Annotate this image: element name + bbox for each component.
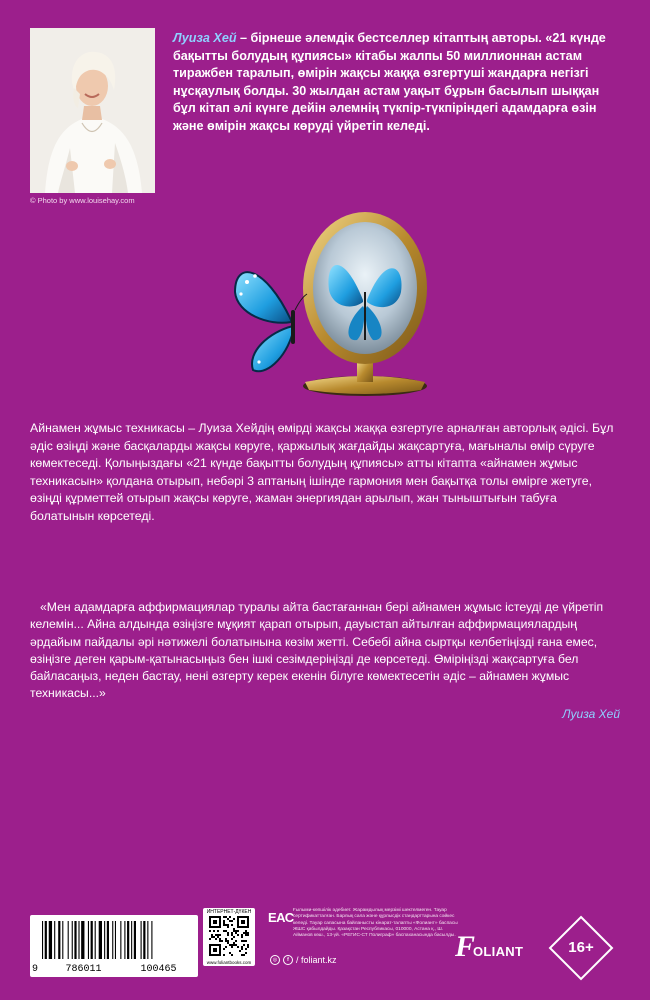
qr-module [231,946,233,948]
qr-code-icon [209,916,249,956]
qr-module [231,954,233,956]
qr-module [217,930,219,932]
barcode-bar [124,921,125,959]
qr-module [241,954,243,956]
qr-module [223,924,225,926]
barcode-bar [115,921,116,959]
photo-credit: © Photo by www.louisehay.com [30,196,135,205]
qr-module [215,938,217,940]
barcode-bar [62,921,63,959]
author-photo [30,28,155,193]
qr-module [233,918,235,920]
qr-module [241,940,243,942]
barcode-digit-lead: 9 [32,964,39,975]
barcode-bar [78,921,79,959]
legal-info: Ғылыми-көпшілік әдебиет. Жарамдылық мерзімі шектелмеген. Тауар сертификатталған. Барлық сала және құрлысдік стандарттарына сәйкес келеді. Тауар сапасына байланысты кінарат-талапты «Фолиант» баспасы ЖШС қабылдайды. Қазақстан Республикасы, 010000, Астана қ., Ш. Айманов көш., 13-үй. «РЕГИС-СТ Полиграф» баспаханасында басылды. [293,908,458,939]
barcode-bar [134,921,136,959]
qr-module [247,932,249,934]
qr-module [209,944,211,956]
qr-module [225,938,227,940]
qr-module [227,918,229,920]
qr-module [245,932,247,934]
qr-module [241,946,243,948]
qr-module [227,934,229,936]
qr-module [209,916,211,928]
barcode-bar [120,921,121,959]
barcode-bar [99,921,102,959]
qr-module [223,920,225,922]
qr-module [231,924,233,926]
qr-module [219,944,221,956]
qr-module [247,916,249,928]
publisher-logo-letter: F [455,930,476,963]
qr-module [235,944,237,946]
mirror-image [225,210,465,400]
qr-module [237,934,239,936]
qr-module [217,936,219,938]
qr-module [225,924,227,926]
qr-module [213,948,217,952]
qr-module [221,940,223,942]
barcode-bar [141,921,142,959]
barcode-bar [45,921,47,959]
store-qr-code[interactable] [203,908,255,966]
qr-module [231,934,233,936]
barcode-digits [32,964,196,975]
qr-module [223,916,225,918]
qr-module [235,940,237,942]
qr-module [237,916,239,928]
bio-author-name: Луиза Хей [173,31,237,45]
qr-module [223,922,225,924]
qr-module [231,944,233,946]
qr-module [219,940,221,942]
qr-module [229,952,231,954]
qr-module [217,934,219,936]
barcode-bar [68,921,69,959]
book-description: Айнамен жұмыс техникасы – Луиза Хейдің өмірді жақсы жаққа өзгертуге арналған авторлық әдісі. Бұл әдіс өзіңді және басқаларды жақсы көруге, қаржылық жағдайды жақсартуға, мағыналы өмір сүруге көмектеседі. Қолыңыздағы «21 күнде бақытты болудың құпиясы» атты кітапта «айнамен жұмыс техникасын» қолдана отырып, небәрі 3 аптаның ішінде гармония мен бақытқа толы өмірге жетуге, өзіңді құрметтей отырып жақсы көруге, жаман энергиядан арылып, жан тыныштығын табуға болатынын көрсетеді. [30,421,614,523]
qr-module [233,930,235,932]
facebook-icon[interactable]: f [283,955,293,965]
qr-module [241,920,245,924]
qr-module [241,936,243,938]
instagram-icon[interactable]: ◎ [270,955,280,965]
author-portrait-image [30,28,155,193]
qr-module [239,950,241,952]
qr-module [241,934,243,936]
qr-module [213,936,215,938]
qr-module [243,940,245,942]
barcode-bar [54,921,55,959]
qr-module [227,932,229,934]
qr-module [211,934,213,936]
qr-module [241,948,243,950]
age-rating-label: 16+ [568,939,594,956]
barcode-bar [49,921,52,959]
qr-module [209,938,211,940]
eac-mark: ЕАС [268,910,294,925]
qr-module [223,930,225,932]
qr-module [223,954,225,956]
barcode-bar [127,921,129,959]
qr-module [225,946,227,948]
qr-module [243,944,245,946]
publisher-logo [455,930,523,964]
qr-module [235,930,237,932]
qr-module [225,930,227,932]
barcode-digit-group-left: 786011 [65,964,102,975]
qr-module [233,928,235,930]
qr-module [233,936,235,938]
qr-module [247,934,249,936]
author-quote: «Мен адамдарға аффирмациялар туралы айта бастағаннан бері айнамен жұмыс істеуді де үйретіп келемін... Айна алдында өзіңізге мұқият қарап отырып, дауыстап айтылған аффирмациялардың әрдайым пайдалы әрі нәтижелі болатынына көзім жетті. Себебі айна сыртқы келбетіңізді ғана емес, өзіңізге деген қарым-қатынасыңыз бен ішкі сезімдеріңізді де көрсетеді. Өміріңізді жақсартуға бел байласаңыз, неден бастау, нені өзгерту керек екенін білуге көмектесетін әдіс – айнамен жұмыс техникасы...» [30,600,604,701]
barcode-bar [91,921,93,959]
mirror-butterfly-illustration [225,210,465,400]
qr-module [229,916,231,918]
qr-module [227,940,229,942]
isbn-barcode [30,915,198,977]
qr-module [245,934,247,936]
qr-module [231,938,233,940]
age-rating-badge [548,915,614,981]
barcode-bar [107,921,109,959]
barcode-bar [88,921,89,959]
qr-module [245,930,247,932]
qr-module [243,932,245,934]
barcode-bar [58,921,60,959]
barcode-bar [131,921,132,959]
publisher-logo-text: OLIANT [473,944,524,959]
qr-module [233,942,235,944]
qr-module [219,934,221,936]
quote-signature: Луиза Хей [562,707,620,721]
qr-module [225,940,227,942]
qr-module [237,930,239,932]
qr-module [209,930,211,932]
qr-label: ИНТЕРНЕТ-ДҮКЕН [206,909,252,915]
barcode-bar [95,921,96,959]
qr-module [223,948,225,950]
barcode-bar [143,921,145,959]
qr-module [225,916,227,918]
qr-module [247,946,249,948]
qr-module [229,920,231,922]
bio-text: – бірнеше әлемдік бестселлер кітаптың авторы. «21 күнде бақытты болудың құпиясы» кітабы жалпы 50 миллионнан астам тиражбен таралып, өмірін жақсы жаққа өзгертуші жандарға негізгі нұсқаулық болды. 30 жылдан астам уақыт бұрын басылып шыққан бұл кітап әлі күнге дейін әлемнің түкпір-түкпіріндегі адамдарға өзін және өмірін жақсы көруді үйретіп келеді. [173,31,606,133]
qr-module [215,934,217,936]
qr-module [229,944,231,946]
qr-module [227,924,229,926]
barcode-bar [81,921,84,959]
qr-module [219,916,221,928]
qr-module [227,942,229,944]
qr-module [211,936,213,938]
author-bio [173,30,623,135]
qr-module [247,944,249,946]
qr-module [235,932,237,934]
qr-module [231,920,233,922]
social-links [270,955,337,965]
qr-module [245,948,247,950]
barcode-bar [72,921,73,959]
barcode-bar [112,921,113,959]
qr-module [213,930,215,932]
barcode-bars [30,919,198,965]
website-link[interactable]: / foliant.kz [296,955,337,965]
barcode-digit-group-right: 100465 [140,964,177,975]
qr-module [243,954,245,956]
qr-module [213,920,217,924]
qr-module [245,952,247,954]
barcode-bar [74,921,76,959]
barcode-bar [42,921,43,959]
qr-module [245,940,247,942]
qr-module [231,932,233,934]
barcode-bar [147,921,148,959]
barcode-bar [104,921,105,959]
qr-module [227,926,229,928]
qr-module [233,944,235,946]
barcode-bar [151,921,152,959]
qr-module [237,946,239,948]
qr-url: www.foliantbooks.com [206,960,252,965]
qr-module [219,938,221,940]
